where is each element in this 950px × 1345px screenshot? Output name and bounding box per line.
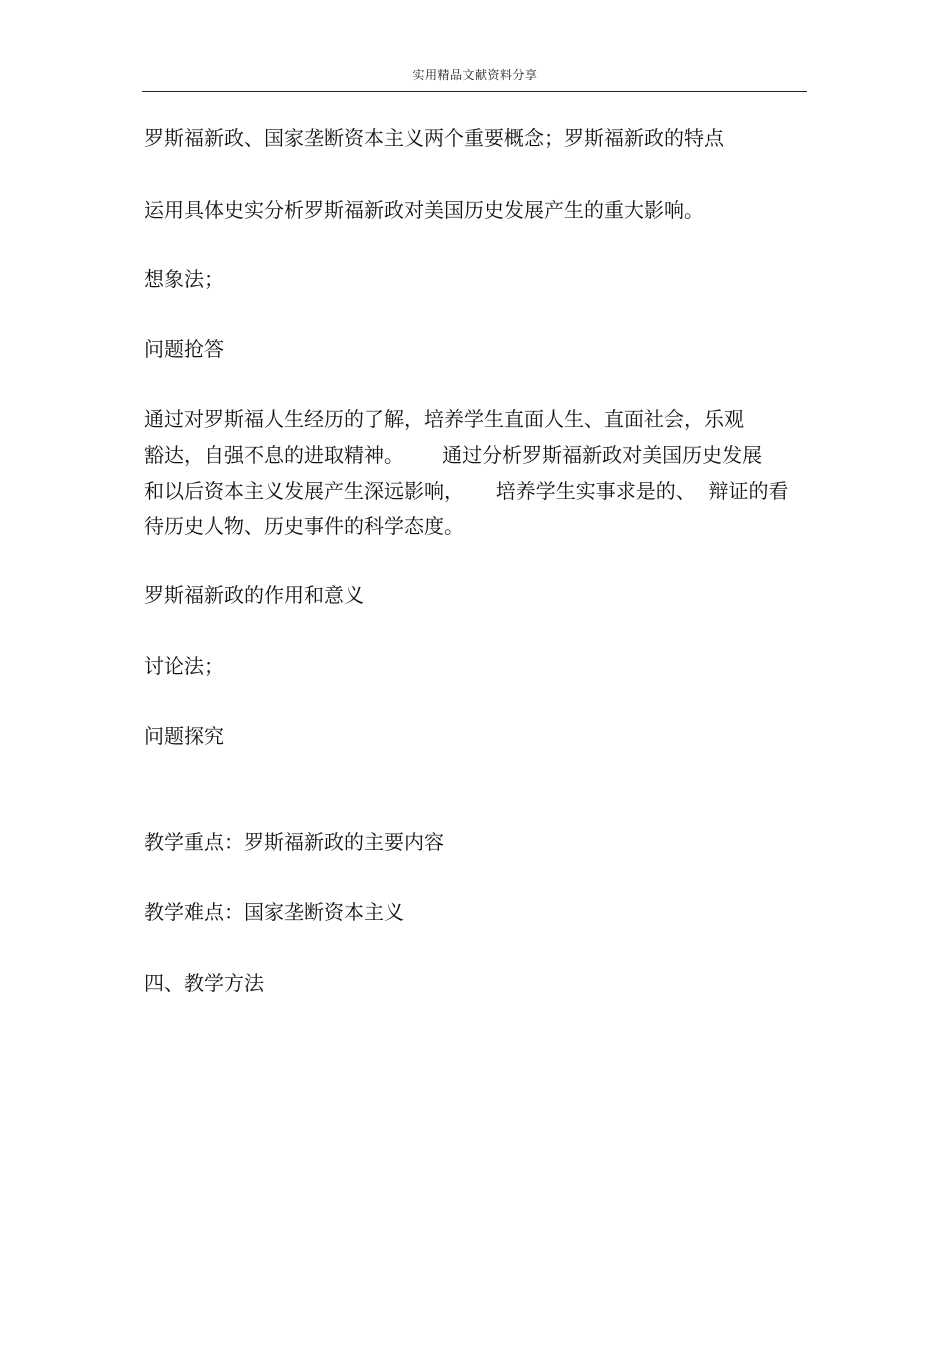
text-line-analysis-goal: 运用具体史实分析罗斯福新政对美国历史发展产生的重大影响。 bbox=[144, 198, 704, 222]
text-line-new-deal-significance: 罗斯福新政的作用和意义 bbox=[144, 583, 364, 607]
text-line-method-imagination: 想象法； bbox=[144, 267, 224, 291]
text-line-goal-paragraph-4: 待历史人物、历史事件的科学态度。 bbox=[144, 514, 464, 538]
text-line-method-discussion: 讨论法； bbox=[144, 654, 224, 678]
page-header-title: 实用精品文献资料分享 bbox=[412, 68, 538, 82]
header-divider bbox=[142, 91, 807, 92]
text-line-goal-paragraph-2: 豁达，自强不息的进取精神。 通过分析罗斯福新政对美国历史发展 bbox=[144, 443, 763, 467]
text-line-key-concepts: 罗斯福新政、国家垄断资本主义两个重要概念；罗斯福新政的特点 bbox=[144, 126, 724, 150]
text-line-goal-paragraph-1: 通过对罗斯福人生经历的了解，培养学生直面人生、直面社会，乐观 bbox=[144, 407, 744, 431]
text-line-quick-answer: 问题抢答 bbox=[144, 337, 224, 361]
text-line-teaching-focus: 教学重点：罗斯福新政的主要内容 bbox=[144, 830, 444, 854]
text-line-goal-paragraph-3: 和以后资本主义发展产生深远影响， 培养学生实事求是的、 辩证的看 bbox=[144, 479, 789, 503]
text-line-teaching-difficulty: 教学难点：国家垄断资本主义 bbox=[144, 900, 404, 924]
section-heading-teaching-methods: 四、教学方法 bbox=[144, 971, 264, 995]
text-line-inquiry: 问题探究 bbox=[144, 724, 224, 748]
